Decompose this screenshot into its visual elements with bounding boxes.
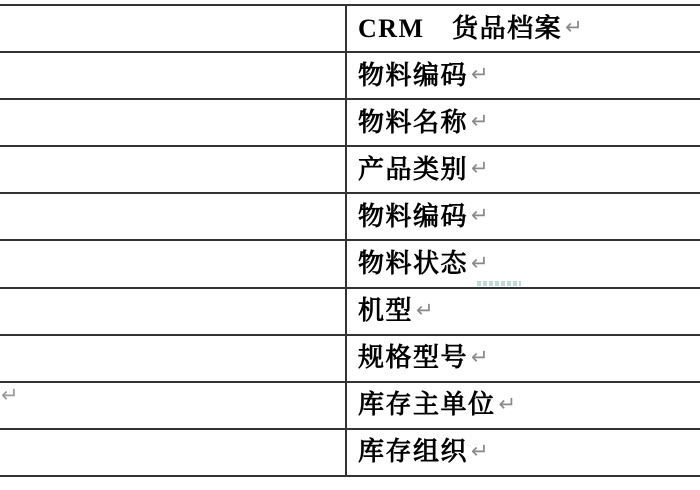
field-label: 物料编码 (358, 60, 469, 90)
left-cell[interactable] (0, 147, 347, 192)
field-label: 库存组织 (358, 437, 469, 467)
field-label: 库存主单位 (358, 390, 496, 420)
right-cell[interactable] (347, 289, 700, 334)
paragraph-return-icon: ↵ (565, 15, 583, 40)
field-label: 物料状态 (358, 249, 469, 279)
paragraph-return-icon: ↵ (471, 203, 489, 228)
left-cell[interactable] (0, 100, 347, 145)
right-cell[interactable] (347, 6, 700, 51)
field-label: 规格型号 (358, 343, 469, 373)
paragraph-return-icon: ↵ (1, 382, 19, 407)
field-label: 机型 (358, 296, 414, 326)
paragraph-return-icon: ↵ (471, 344, 489, 369)
table-row (0, 4, 700, 51)
right-cell[interactable] (347, 430, 700, 475)
right-cell[interactable] (347, 336, 700, 381)
table-row (0, 287, 700, 334)
paragraph-return-icon: ↵ (471, 109, 489, 134)
right-cell[interactable] (347, 53, 700, 98)
left-cell[interactable] (0, 289, 347, 334)
crm-fields-table (0, 4, 700, 477)
table-row (0, 428, 700, 477)
left-cell[interactable] (0, 6, 347, 51)
paragraph-return-icon: ↵ (416, 297, 434, 322)
right-cell[interactable] (347, 241, 700, 286)
table-row (0, 51, 700, 98)
right-cell[interactable] (347, 100, 700, 145)
right-cell[interactable] (347, 383, 700, 428)
table-header-label: CRM 货品档案 (358, 13, 563, 43)
left-cell[interactable] (0, 53, 347, 98)
paragraph-return-icon: ↵ (471, 438, 489, 463)
paragraph-return-icon: ↵ (471, 62, 489, 87)
paragraph-return-icon: ↵ (471, 250, 489, 275)
left-cell[interactable] (0, 336, 347, 381)
left-cell[interactable] (0, 383, 347, 428)
left-cell[interactable] (0, 194, 347, 239)
right-cell[interactable] (347, 194, 700, 239)
paragraph-return-icon: ↵ (498, 391, 517, 416)
table-row (0, 145, 700, 192)
field-label: 产品类别 (358, 154, 469, 184)
right-cell[interactable] (347, 147, 700, 192)
faint-watermark (477, 281, 521, 286)
paragraph-return-icon: ↵ (471, 156, 489, 181)
left-cell[interactable] (0, 430, 347, 475)
table-row (0, 98, 700, 145)
table-row (0, 334, 700, 381)
left-cell[interactable] (0, 241, 347, 286)
table-row (0, 192, 700, 239)
table-row (0, 239, 700, 286)
field-label: 物料编码 (358, 201, 469, 231)
field-label: 物料名称 (358, 107, 469, 137)
table-row (0, 381, 700, 428)
